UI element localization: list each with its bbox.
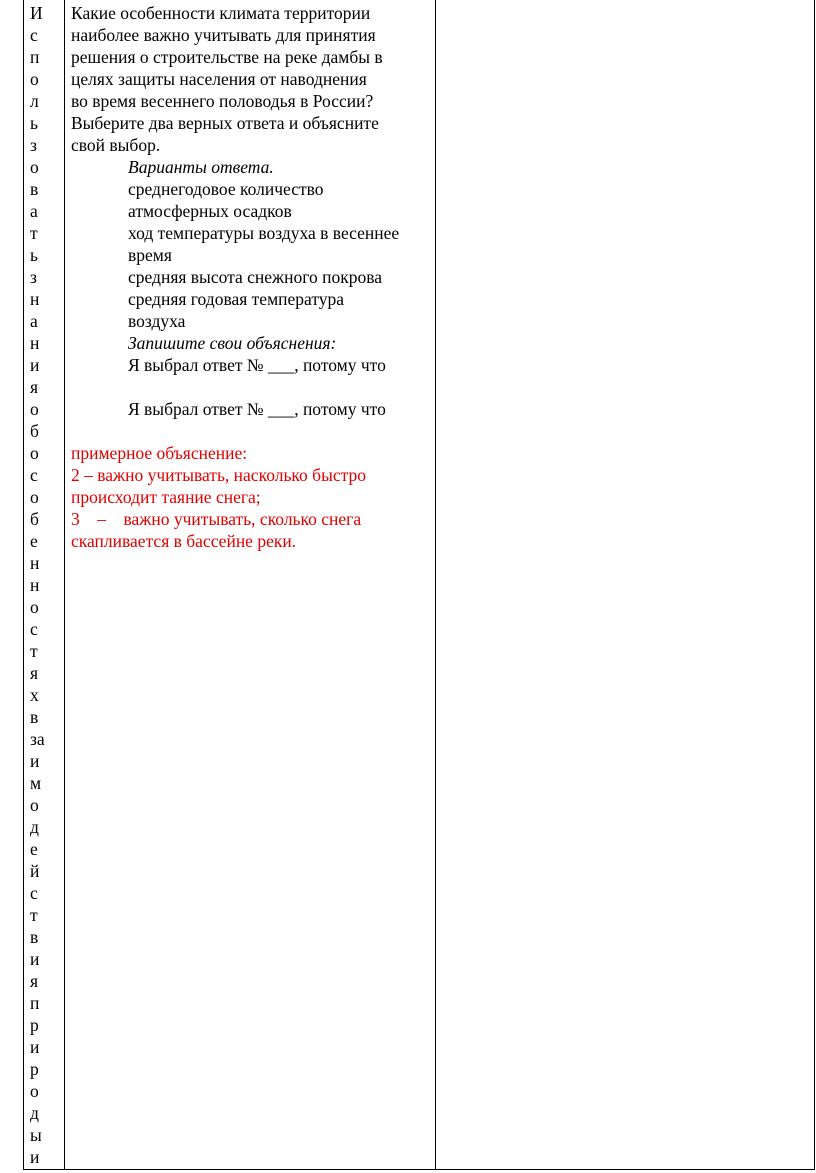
topic-letter: б [30, 509, 39, 529]
question-line: целях защиты населения от наводнения [71, 69, 367, 89]
column-divider-2 [435, 0, 436, 1169]
sample-answer-line: происходит таяние снега; [71, 487, 261, 507]
topic-letter: б [30, 421, 39, 441]
question-line: свой выбор. [71, 135, 161, 155]
topic-letter: т [30, 223, 38, 243]
topic-letter: о [30, 69, 39, 89]
sample-answer-line: скапливается в бассейне реки. [71, 531, 297, 551]
question-line: во время весеннего половодья в России? [71, 91, 374, 111]
topic-letter: д [30, 817, 39, 837]
column-divider-1 [64, 0, 65, 1169]
topic-letter: за [30, 729, 45, 749]
topic-letter: ы [30, 1125, 42, 1145]
topic-column [24, 2, 64, 1168]
topic-letter: с [30, 883, 38, 903]
topic-letter: я [30, 663, 39, 683]
topic-letter: т [30, 905, 38, 925]
option-line: атмосферных осадков [128, 201, 292, 221]
topic-letter: о [30, 443, 39, 463]
topic-letter: и [30, 355, 40, 375]
topic-letter: о [30, 597, 39, 617]
topic-letter: в [30, 707, 39, 727]
question-line: решения о строительстве на реке дамбы в [71, 47, 383, 67]
topic-letter: в [30, 927, 39, 947]
option-line: среднегодовое количество [128, 179, 324, 199]
topic-letter: т [30, 641, 38, 661]
option-line: ход температуры воздуха в весеннее [128, 223, 400, 243]
topic-letter: а [30, 201, 38, 221]
sample-answer-title: примерное объяснение: [71, 443, 248, 463]
spacer [71, 376, 433, 398]
option-line: средняя годовая температура [128, 289, 345, 309]
question-line: Выберите два верных ответа и объясните [71, 113, 379, 133]
sample-answer-line: 2 – важно учитывать, насколько быстро [71, 465, 366, 485]
topic-letter: з [30, 267, 37, 287]
topic-letter: е [30, 839, 38, 859]
topic-letter: й [30, 861, 40, 881]
topic-letter: п [30, 47, 40, 67]
topic-letter: ь [30, 245, 38, 265]
topic-letter: ь [30, 113, 38, 133]
topic-letter: н [30, 575, 40, 595]
topic-letter: я [30, 971, 39, 991]
answer-line-1: Я выбрал ответ № ___, потому что [128, 355, 386, 375]
topic-letter: р [30, 1015, 39, 1035]
topic-letter: е [30, 531, 38, 551]
topic-letter: я [30, 377, 39, 397]
topic-letter: и [30, 1037, 40, 1057]
question-line: наиболее важно учитывать для принятия [71, 25, 376, 45]
topic-letter: в [30, 179, 39, 199]
topic-letter: с [30, 25, 38, 45]
topic-letter: с [30, 465, 38, 485]
explain-title: Запишите свои объяснения: [128, 333, 337, 353]
topic-letter: п [30, 993, 40, 1013]
option-line: время [128, 245, 172, 265]
option-line: воздуха [128, 311, 186, 331]
topic-letter: о [30, 399, 39, 419]
option-line: средняя высота снежного покрова [128, 267, 382, 287]
topic-letter: и [30, 751, 40, 771]
topic-letter: н [30, 333, 40, 353]
topic-letter: л [30, 91, 39, 111]
topic-letter: о [30, 487, 39, 507]
topic-letter: з [30, 135, 37, 155]
topic-letter: о [30, 795, 39, 815]
sample-answer-line: 3 – важно учитывать, сколько снега [71, 509, 362, 529]
topic-letter: И [30, 3, 43, 23]
topic-letter: о [30, 157, 39, 177]
topic-letter: х [30, 685, 39, 705]
topic-letter: м [30, 773, 42, 793]
topic-letter: и [30, 949, 40, 969]
topic-letter: н [30, 289, 40, 309]
topic-letter: и [30, 1147, 40, 1167]
options-title: Варианты ответа. [128, 157, 274, 177]
topic-letter: н [30, 553, 40, 573]
task-column [71, 2, 433, 552]
topic-letter: а [30, 311, 38, 331]
topic-letter: р [30, 1059, 39, 1079]
topic-letter: д [30, 1103, 39, 1123]
topic-letter: о [30, 1081, 39, 1101]
topic-letter: с [30, 619, 38, 639]
question-line: Какие особенности климата территории [71, 3, 371, 23]
spacer [71, 420, 433, 442]
answer-line-2: Я выбрал ответ № ___, потому что [128, 399, 386, 419]
task-table [23, 0, 815, 1170]
